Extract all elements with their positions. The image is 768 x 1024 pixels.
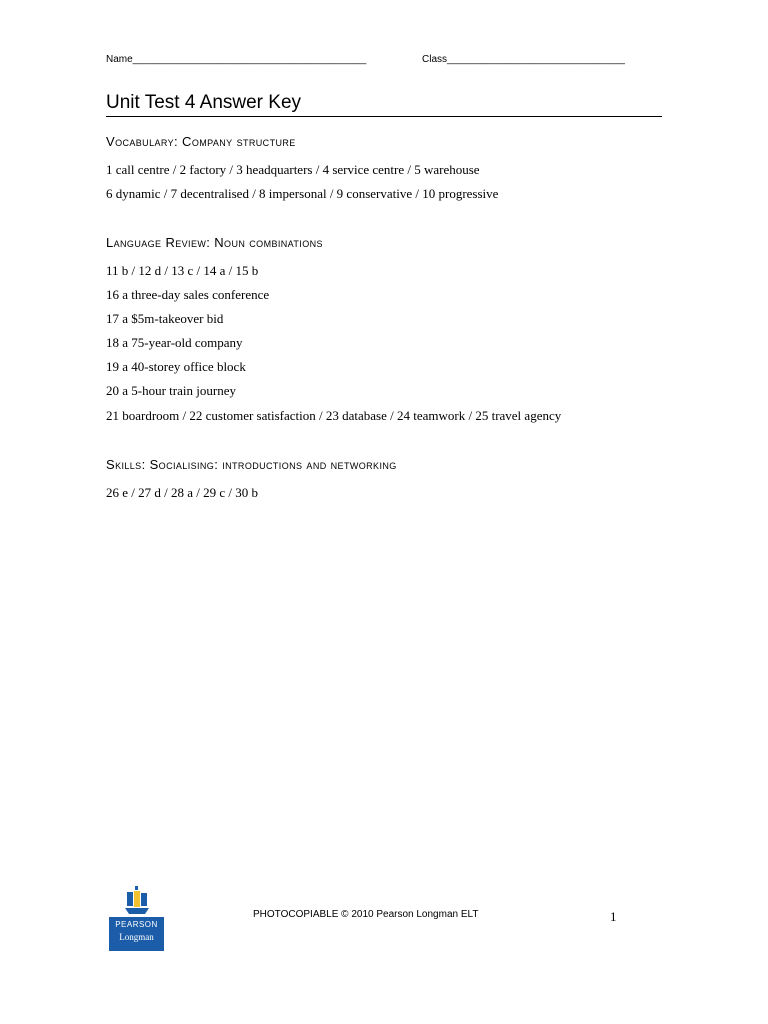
- section-heading-skills: Skills: Socialising: introductions and networking: [106, 457, 397, 472]
- logo-brand-bottom: Longman: [119, 932, 154, 942]
- answer-line: 20 a 5-hour train journey: [106, 383, 236, 398]
- section-heading-language-review: Language Review: Noun combinations: [106, 235, 323, 250]
- answer-line: 18 a 75-year-old company: [106, 335, 243, 350]
- header-fields: [106, 54, 625, 65]
- answer-line: 16 a three-day sales conference: [106, 287, 270, 302]
- page-title: Unit Test 4 Answer Key: [106, 92, 662, 117]
- page-number: 1: [610, 909, 617, 924]
- answer-line: 26 e / 27 d / 28 a / 29 c / 30 b: [106, 485, 259, 500]
- pearson-longman-logo: [109, 886, 164, 951]
- answer-line: 6 dynamic / 7 decentralised / 8 impersonal / 9 conservative / 10 progressive: [106, 186, 499, 201]
- ship-icon: [123, 886, 151, 916]
- name-field-label: Name__________________________________________: [106, 54, 367, 65]
- section-heading-vocabulary: Vocabulary: Company structure: [106, 134, 296, 149]
- copyright-notice: PHOTOCOPIABLE © 2010 Pearson Longman ELT: [253, 909, 479, 920]
- answer-line: 21 boardroom / 22 customer satisfaction / 23 database / 24 teamwork / 25 travel agency: [106, 408, 562, 423]
- logo-brand-top: PEARSON: [115, 920, 158, 929]
- answer-line: 17 a $5m-takeover bid: [106, 311, 224, 326]
- logo-box: [109, 917, 164, 951]
- class-field-label: Class________________________________: [422, 54, 625, 65]
- answer-line: 11 b / 12 d / 13 c / 14 a / 15 b: [106, 263, 259, 278]
- answer-line: 19 a 40-storey office block: [106, 359, 246, 374]
- answer-line: 1 call centre / 2 factory / 3 headquarters / 4 service centre / 5 warehouse: [106, 162, 480, 177]
